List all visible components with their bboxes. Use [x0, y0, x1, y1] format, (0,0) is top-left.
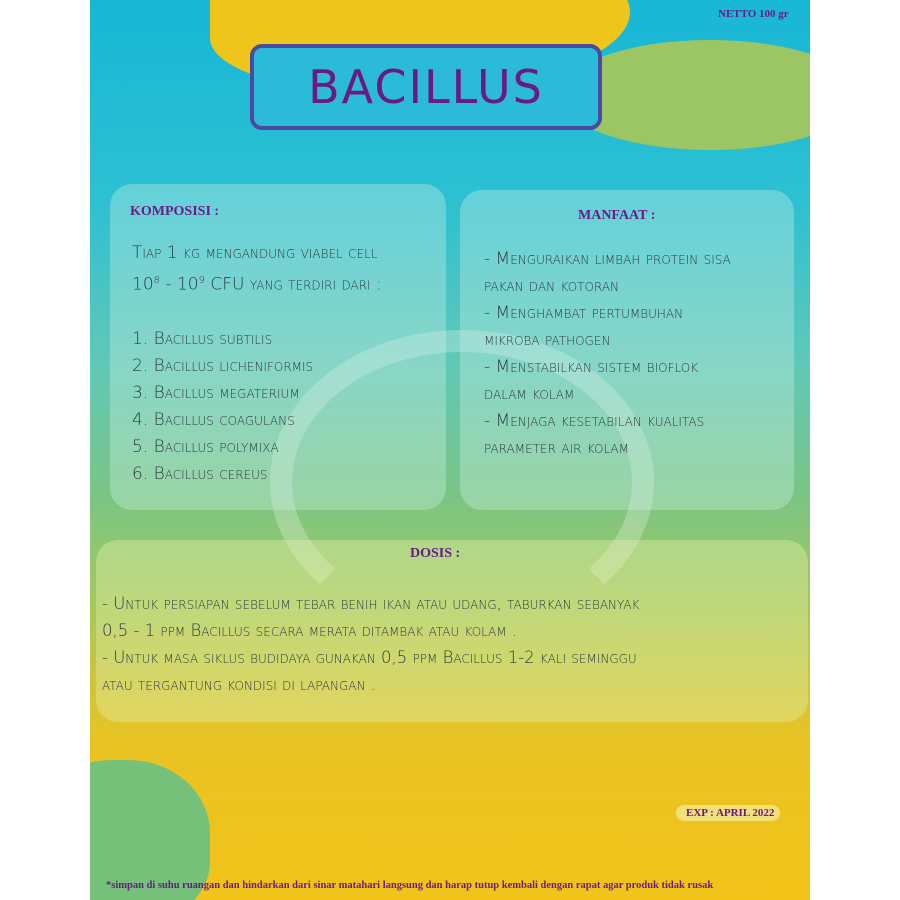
- product-title: BACILLUS: [308, 60, 544, 114]
- list-item: 1. Bacillus subtilis: [132, 328, 273, 349]
- intro-line: Tiap 1 kg mengandung viabel cell: [132, 243, 378, 263]
- list-item: 6. Bacillus cereus: [132, 463, 268, 484]
- list-item: 5. Bacillus polymixa: [132, 436, 279, 457]
- intro-line: $10^8 - 10^9$ CFU yang terdiri dari :: [132, 274, 382, 295]
- manfaat-line: mikroba pathogen: [484, 330, 611, 350]
- manfaat-line: dalam kolam: [484, 384, 575, 404]
- product-label: [90, 0, 810, 900]
- manfaat-line: - Menjaga kesetabilan kualitas: [484, 411, 705, 431]
- expiry-date: EXP : APRIL 2022: [676, 805, 780, 821]
- netto-weight: NETTO 100 gr: [718, 8, 789, 20]
- dosis-text: [102, 590, 640, 698]
- manfaat-line: - Menstabilkan sistem bioflok: [484, 357, 699, 377]
- storage-note: *simpan di suhu ruangan dan hindarkan dari sinar matahari langsung dan harap tutup kembali dengan rapat agar produk tidak rusak: [106, 880, 714, 891]
- komposisi-text: [132, 240, 382, 488]
- manfaat-heading: MANFAAT :: [578, 208, 656, 223]
- manfaat-line: pakan dan kotoran: [484, 276, 620, 296]
- list-item: 2. Bacillus licheniformis: [132, 355, 314, 376]
- dosis-line: - Untuk persiapan sebelum tebar benih ikan atau udang, taburkan sebanyak: [102, 594, 640, 613]
- manfaat-text: [484, 246, 731, 462]
- decor-blob: [90, 760, 210, 900]
- manfaat-line: parameter air kolam: [484, 438, 629, 458]
- dosis-line: atau tergantung kondisi di lapangan .: [102, 675, 376, 694]
- dosis-line: - Untuk masa siklus budidaya gunakan 0,5 ppm Bacillus 1-2 kali seminggu: [102, 648, 637, 667]
- komposisi-heading: KOMPOSISI :: [130, 204, 220, 219]
- dosis-line: 0,5 - 1 ppm Bacillus secara merata ditambak atau kolam .: [102, 621, 518, 640]
- manfaat-line: - Menguraikan limbah protein sisa: [484, 249, 731, 269]
- manfaat-line: - Menghambat pertumbuhan: [484, 303, 684, 323]
- title-box: [250, 44, 602, 130]
- dosis-heading: DOSIS :: [410, 546, 461, 561]
- list-item: 4. Bacillus coagulans: [132, 409, 295, 430]
- list-item: 3. Bacillus megaterium: [132, 382, 300, 403]
